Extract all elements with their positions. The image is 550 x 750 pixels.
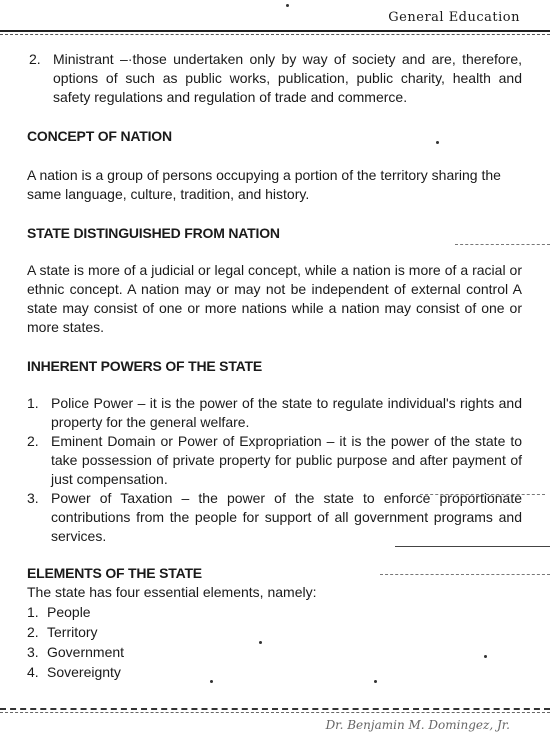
list-item-text: Power of Taxation – the power of the state to enforce proportionate contributions from the people for support of all government programs and services. — [51, 490, 522, 544]
section-heading-inherent-powers: INHERENT POWERS OF THE STATE — [27, 358, 262, 374]
list-item-text: Eminent Domain or Power of Expropriation – it is the power of the state to take possession of private property for public purpose and after payment of just compensation. — [51, 433, 522, 487]
scan-dash-mark — [455, 244, 550, 245]
footer-rule-dashed — [0, 708, 550, 710]
list-number: 2. — [27, 624, 39, 640]
list-number: 3. — [27, 644, 39, 660]
list-number: 4. — [27, 664, 39, 680]
list-item — [27, 432, 522, 489]
list-item — [27, 602, 522, 622]
elements-list — [27, 602, 522, 682]
list-item-text: Police Power – it is the power of the state to regulate individual's rights and property for the general welfare. — [51, 395, 522, 430]
list-item — [27, 642, 522, 662]
page-header-title: General Education — [388, 10, 520, 25]
list-item-text: Territory — [47, 624, 98, 640]
scan-speck — [436, 141, 439, 144]
paragraph-state-vs-nation: A state is more of a judicial or legal concept, while a nation is more of a racial or ethnic concept. A nation may or may not be independent of external control A state may consist of one or more nations while a nation may consist of one or more states. — [27, 262, 522, 335]
scan-speck — [484, 655, 487, 658]
scan-dash-mark — [380, 574, 550, 575]
list-item-text: Ministrant –·those undertaken only by way of society and are, therefore, options of such as public works, publication, public charity, health and safety regulations and regulation of trade and commerce. — [53, 51, 522, 105]
list-item — [27, 489, 522, 546]
paragraph-elements-intro: The state has four essential elements, namely: — [27, 584, 317, 600]
section-heading-concept-of-nation: CONCEPT OF NATION — [27, 128, 172, 144]
section-heading-elements-of-state: ELEMENTS OF THE STATE — [27, 565, 202, 581]
list-item-ministrant — [27, 50, 522, 107]
list-number: 1. — [27, 395, 39, 411]
list-item-text: Government — [47, 644, 125, 660]
paragraph-concept-of-nation: A nation is a group of persons occupying a portion of the territory sharing the same language, culture, tradition, and history. — [27, 167, 501, 202]
scan-speck — [286, 4, 289, 7]
list-number: 3. — [27, 490, 39, 506]
list-item — [27, 394, 522, 432]
list-item — [27, 622, 522, 642]
list-item — [27, 662, 522, 682]
footer-rule-dashed — [0, 712, 550, 713]
section-heading-state-vs-nation: STATE DISTINGUISHED FROM NATION — [27, 225, 280, 241]
header-rule-dashed — [0, 34, 550, 35]
list-number: 2. — [27, 433, 39, 449]
scan-speck — [259, 641, 262, 644]
list-number: 1. — [27, 604, 39, 620]
footer-author: Dr. Benjamin M. Domingez, Jr. — [325, 718, 510, 732]
list-number: 2. — [29, 51, 41, 67]
scan-dash-mark — [395, 546, 550, 547]
scan-speck — [374, 680, 377, 683]
list-item-text: People — [47, 604, 91, 620]
header-rule — [0, 30, 550, 32]
page-content — [27, 50, 522, 682]
scan-speck — [210, 680, 213, 683]
inherent-powers-list — [27, 394, 522, 546]
scan-dash-mark — [420, 494, 545, 495]
list-item-text: Sovereignty — [47, 664, 121, 680]
